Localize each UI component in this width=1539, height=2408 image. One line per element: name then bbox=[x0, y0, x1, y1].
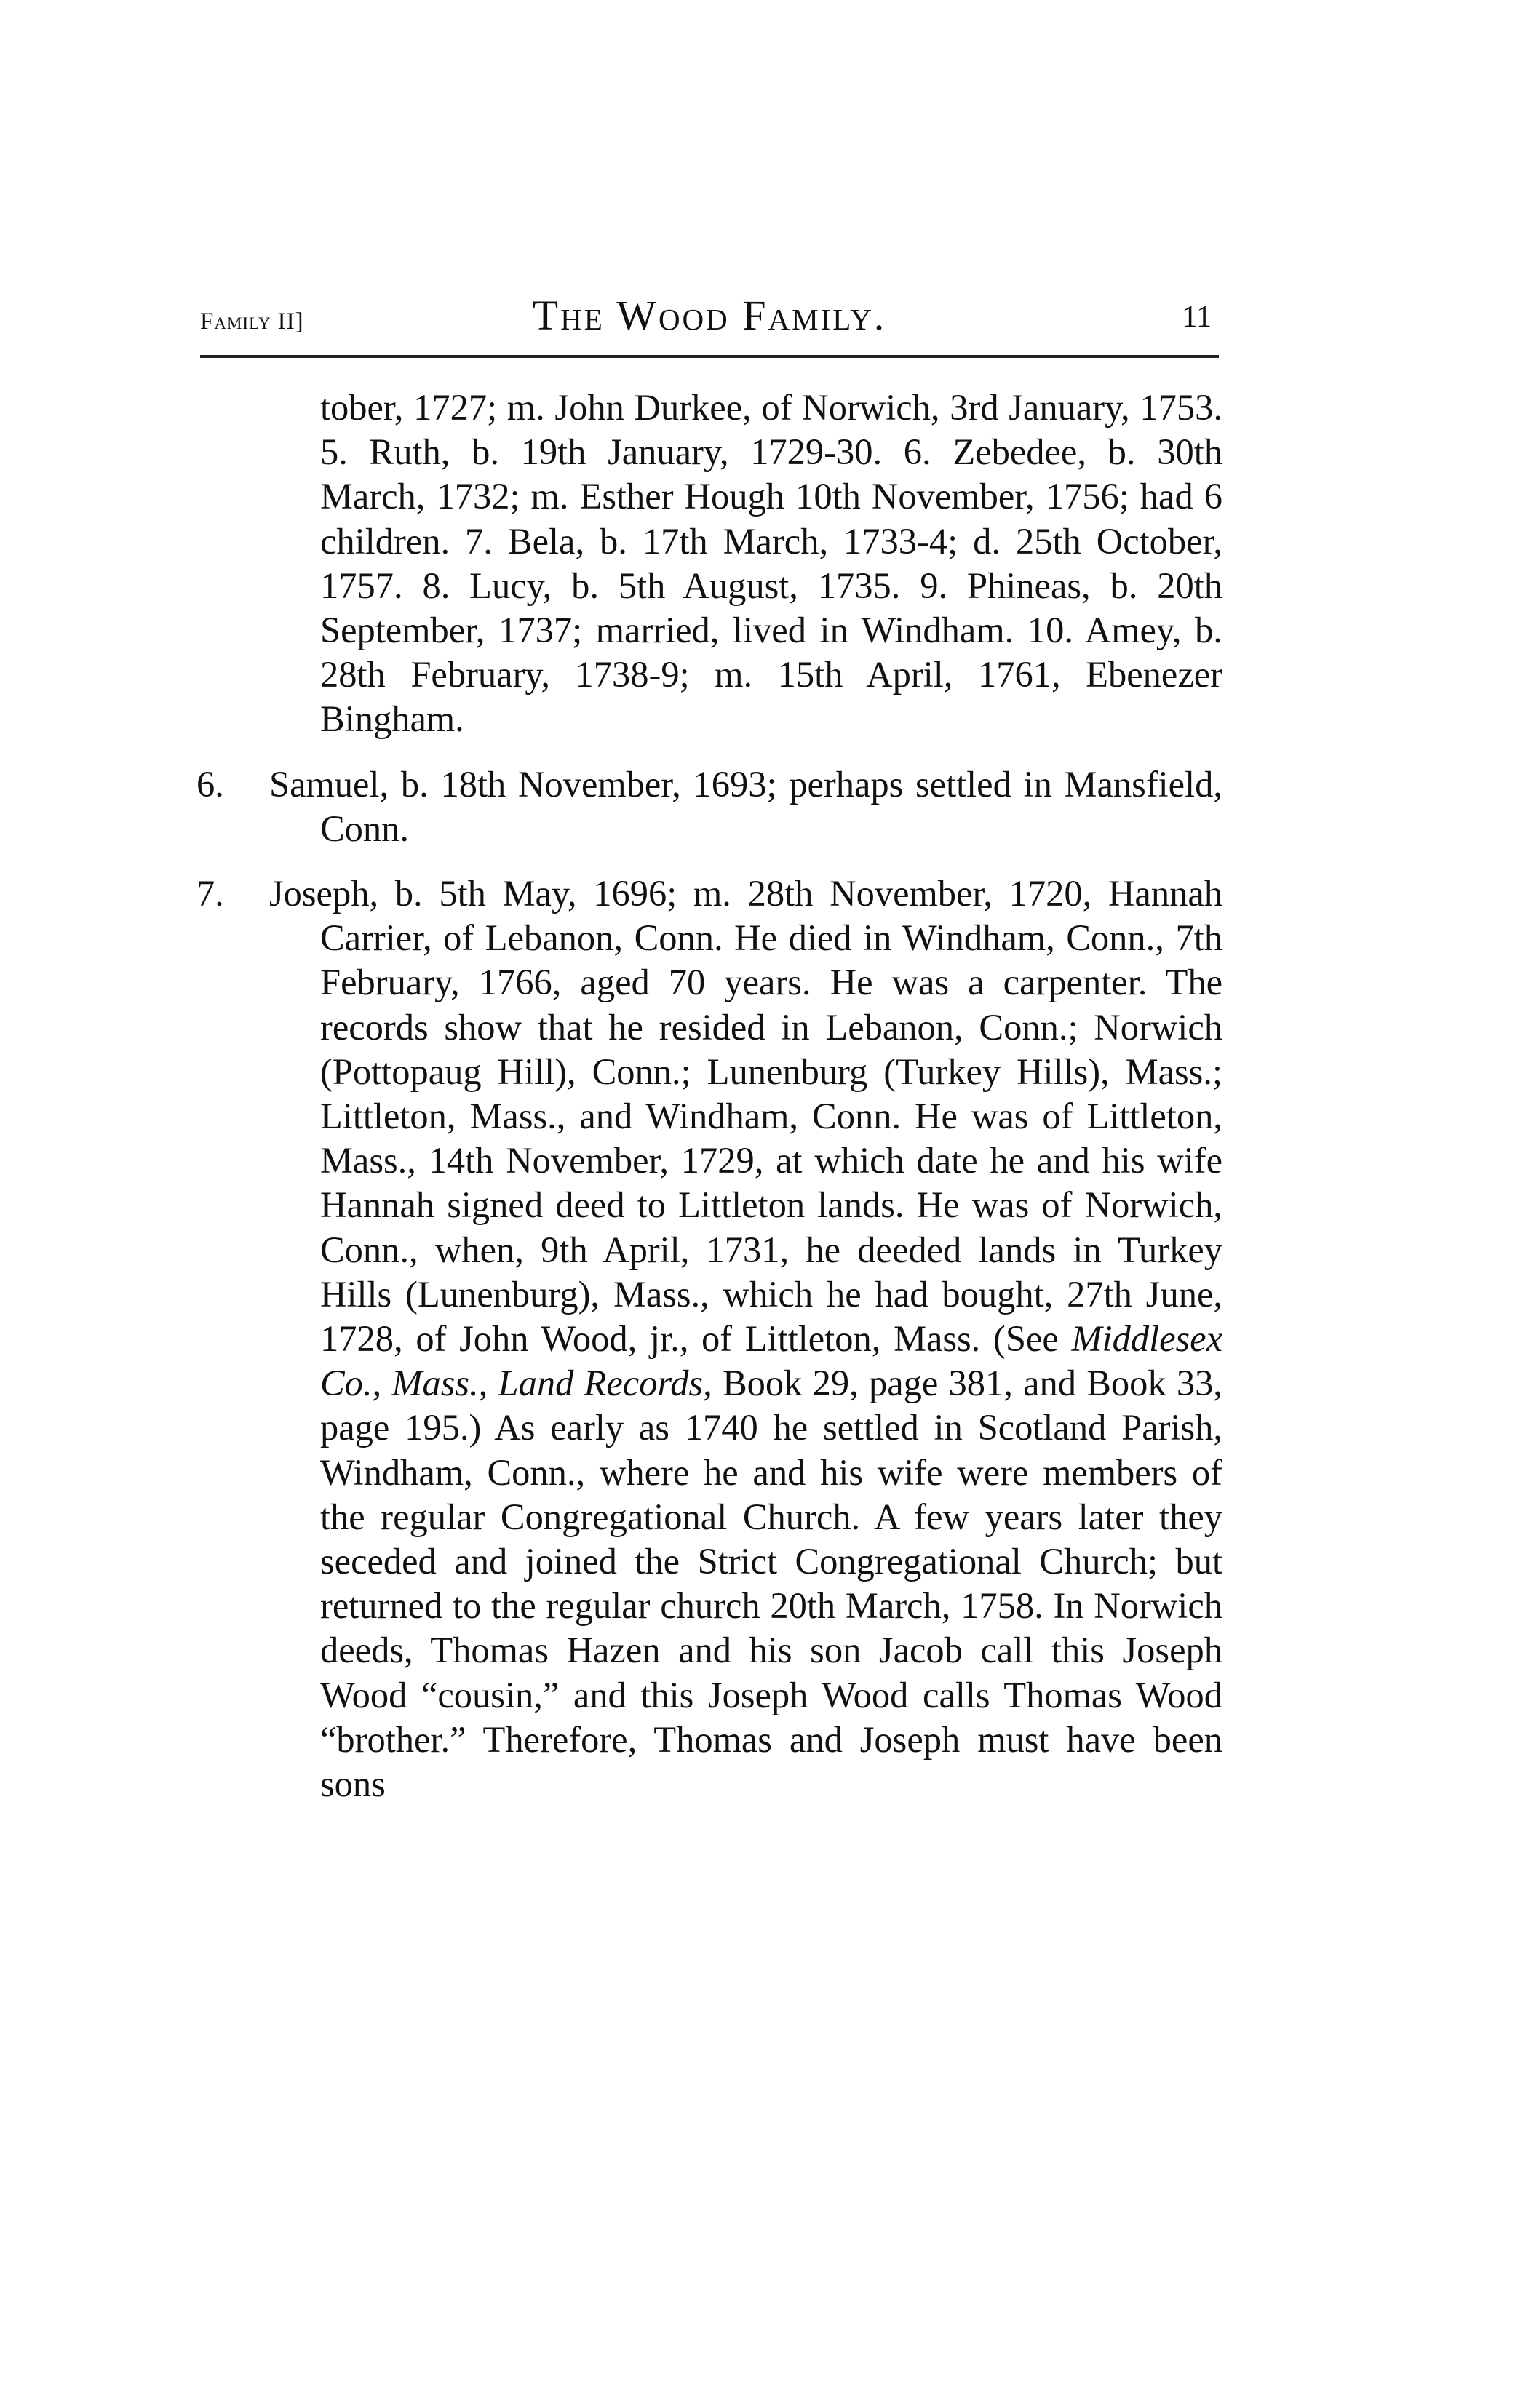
entry-number: 6. bbox=[196, 763, 224, 805]
family-section-label: Family II] bbox=[200, 308, 304, 335]
entry-text-part1: Joseph, b. 5th May, 1696; m. 28th November, 1720, Hannah Carrier, of Lebanon, Conn. He died in Windham, Conn., 7th February, 1766, aged 70 years. He was a carpenter. The records show that he resided in Lebanon, Conn.; Norwich (Pottopaug Hill), Conn.; Lunenburg (Turkey Hills), Mass.; Littleton, Mass., and Windham, Conn. He was of Littleton, Mass., 14th November, 1729, at which date he and his wife Hannah signed deed to Littleton lands. He was of Norwich, Conn., when, 9th April, 1731, he deeded lands in Turkey Hills (Lunenburg), Mass., which he had bought, 27th June, 1728, of John Wood, jr., of Littleton, Mass. (See bbox=[269, 873, 1222, 1360]
entry-text: Samuel, b. 18th November, 1693; perhaps settled in Mansfield, Conn. bbox=[269, 763, 1222, 849]
page-body bbox=[196, 386, 1222, 1806]
entry-text bbox=[269, 872, 1222, 1806]
header-rule bbox=[200, 355, 1219, 358]
continuation-paragraph: tober, 1727; m. John Durkee, of Norwich, 3rd January, 1753. 5. Ruth, b. 19th January, 1729-30. 6. Zebedee, b. 30th March, 1732; m. Esther Hough 10th November, 1756; had 6 children. 7. Bela, b. 17th March, 1733-4; d. 25th October, 1757. 8. Lucy, b. 5th August, 1735. 9. Phineas, b. 20th September, 1737; married, lived in Windham. 10. Amey, b. 28th February, 1738-9; m. 15th April, 1761, Ebenezer Bingham. bbox=[320, 387, 1222, 740]
page-number: 11 bbox=[1182, 300, 1212, 334]
entry-number: 7. bbox=[196, 873, 224, 914]
entry-samuel bbox=[196, 762, 1222, 851]
page-title: The Wood Family. bbox=[532, 292, 887, 339]
entry-joseph bbox=[196, 872, 1222, 1806]
running-head bbox=[200, 284, 1219, 349]
citation-italic: Middlesex Co., Mass., Land Records, bbox=[320, 1318, 1222, 1404]
entry-text-part2: Book 29, page 381, and Book 33, page 195.) As early as 1740 he settled in Scotland Parish, Windham, Conn., where he and his wife were members of the regular Congregational Church. A few years later they seceded and joined the Strict Congregational Church; but returned to the regular church 20th March, 1758. In Norwich deeds, Thomas Hazen and his son Jacob call this Joseph Wood “cousin,” and this Joseph Wood calls Thomas Wood “brother.” Therefore, Thomas and Joseph must have been sons bbox=[320, 1363, 1222, 1805]
